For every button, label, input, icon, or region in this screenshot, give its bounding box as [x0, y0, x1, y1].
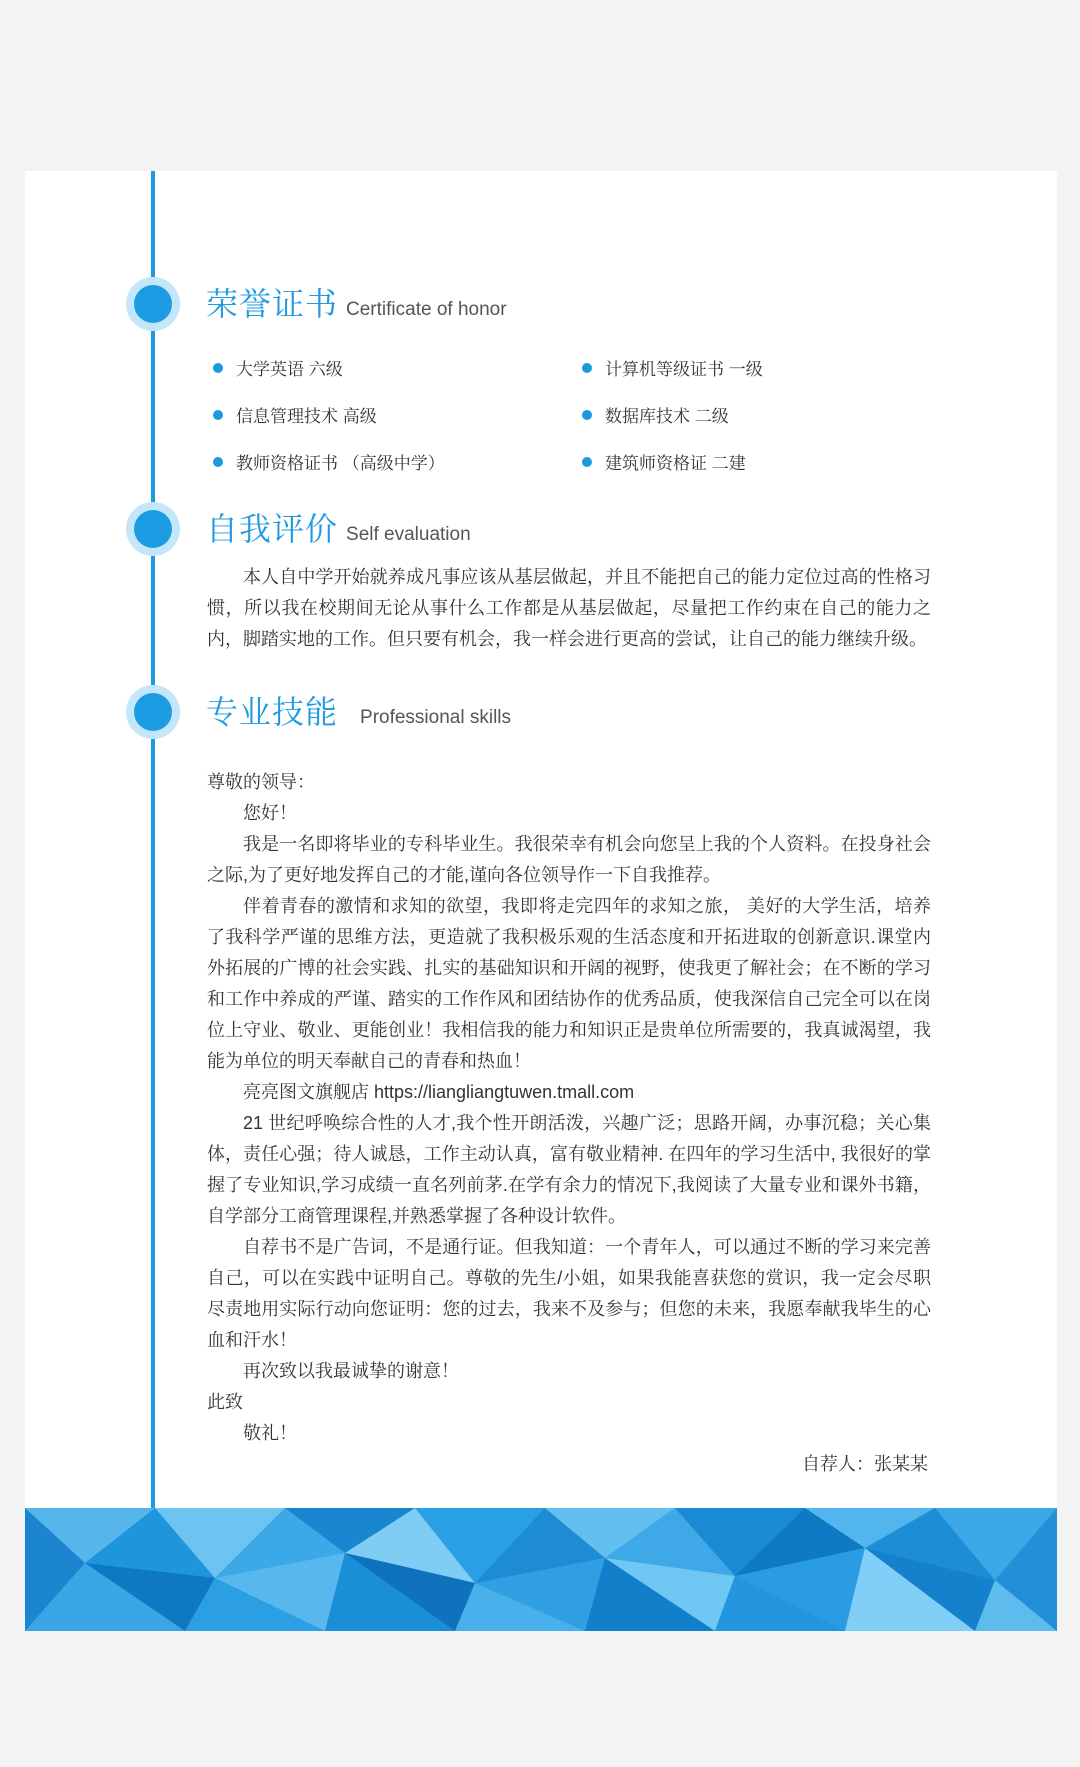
honor-item: [213, 355, 582, 380]
honor-item: [213, 449, 582, 474]
timeline-node-dot: [134, 510, 172, 548]
bullet-icon: [213, 457, 223, 467]
letter-paragraph: 21 世纪呼唤综合性的人才,我个性开朗活泼，兴趣广泛；思路开阔，办事沉稳；关心集体，责任心强；待人诚恳，工作主动认真，富有敬业精神. 在四年的学习生活中, 我很好的掌握了专业知识,学习成绩一直名列前茅.在学有余力的情况下,我阅读了大量专业和课外书籍，自学部分工商管理课程,并熟悉掌握了各种设计软件。: [207, 1113, 931, 1226]
timeline-node-skills: [126, 685, 180, 739]
bullet-icon: [213, 363, 223, 373]
honor-item-label: 信息管理技术 高级: [236, 407, 377, 426]
section-title-en: Certificate of honor: [346, 299, 507, 320]
honor-item: [213, 402, 582, 427]
honor-list: [213, 344, 973, 485]
timeline-node-dot: [134, 285, 172, 323]
honor-item: [582, 402, 951, 427]
honor-item-label: 大学英语 六级: [236, 360, 343, 379]
honor-item-label: 教师资格证书 （高级中学）: [236, 454, 445, 473]
bullet-icon: [213, 410, 223, 420]
section-title-cn: 自我评价: [206, 511, 339, 547]
section-title-skills: [206, 692, 511, 732]
letter-salutation: 尊敬的领导：: [207, 772, 315, 792]
section-title-en: Self evaluation: [346, 524, 471, 545]
section-title-cn: 专业技能: [206, 694, 339, 730]
letter-closing: 此致: [207, 1392, 243, 1412]
decorative-blue-banner: [25, 1508, 1057, 1631]
cover-letter: [207, 767, 931, 1480]
section-title-self-eval: [206, 509, 471, 549]
bullet-icon: [582, 457, 592, 467]
letter-greeting: 您好！: [243, 803, 297, 823]
honor-item-label: 数据库技术 二级: [605, 407, 729, 426]
timeline-node-honor: [126, 277, 180, 331]
letter-paragraph: 我是一名即将毕业的专科毕业生。我很荣幸有机会向您呈上我的个人资料。在投身社会之际,为了更好地发挥自己的才能,谨向各位领导作一下自我推荐。: [207, 834, 931, 885]
letter-paragraph: 亮亮图文旗舰店 https://liangliangtuwen.tmall.com: [243, 1082, 635, 1102]
letter-paragraph: 自荐书不是广告词，不是通行证。但我知道：一个青年人，可以通过不断的学习来完善自己，可以在实践中证明自己。尊敬的先生/小姐，如果我能喜获您的赏识，我一定会尽职尽责地用实际行动向您证明：您的过去，我来不及参与；但您的未来，我愿奉献我毕生的心血和汗水！: [207, 1237, 931, 1350]
section-title-honor: [206, 284, 507, 324]
honor-item: [582, 355, 951, 380]
letter-signature: 自荐人：张某某: [802, 1454, 928, 1474]
bullet-icon: [582, 363, 592, 373]
honor-item-label: 计算机等级证书 一级: [605, 360, 763, 379]
letter-paragraph: 伴着青春的激情和求知的欲望，我即将走完四年的求知之旅， 美好的大学生活，培养了我科学严谨的思维方法，更造就了我积极乐观的生活态度和开拓进取的创新意识.课堂内外拓展的广博的社会实践、扎实的基础知识和开阔的视野，使我更了解社会；在不断的学习和工作中养成的严谨、踏实的工作作风和团结协作的优秀品质，使我深信自己完全可以在岗位上守业、敬业、更能创业！我相信我的能力和知识正是贵单位所需要的，我真诚渴望，我能为单位的明天奉献自己的青春和热血！: [207, 896, 931, 1071]
letter-closing-regards: 敬礼！: [243, 1423, 297, 1443]
letter-paragraph: 再次致以我最诚挚的谢意！: [243, 1361, 459, 1381]
section-title-en: Professional skills: [360, 707, 512, 728]
honor-item-label: 建筑师资格证 二建: [605, 454, 746, 473]
timeline-node-dot: [134, 693, 172, 731]
timeline-node-self-eval: [126, 502, 180, 556]
honor-item: [582, 449, 951, 474]
bullet-icon: [582, 410, 592, 420]
timeline-line: [151, 171, 155, 1508]
self-eval-paragraph: 本人自中学开始就养成凡事应该从基层做起，并且不能把自己的能力定位过高的性格习惯，所以我在校期间无论从事什么工作都是从基层做起，尽量把工作约束在自己的能力之内，脚踏实地的工作。但只要有机会，我一样会进行更高的尝试，让自己的能力继续升级。: [207, 567, 931, 649]
section-title-cn: 荣誉证书: [206, 286, 339, 322]
self-eval-text-block: [207, 562, 931, 655]
